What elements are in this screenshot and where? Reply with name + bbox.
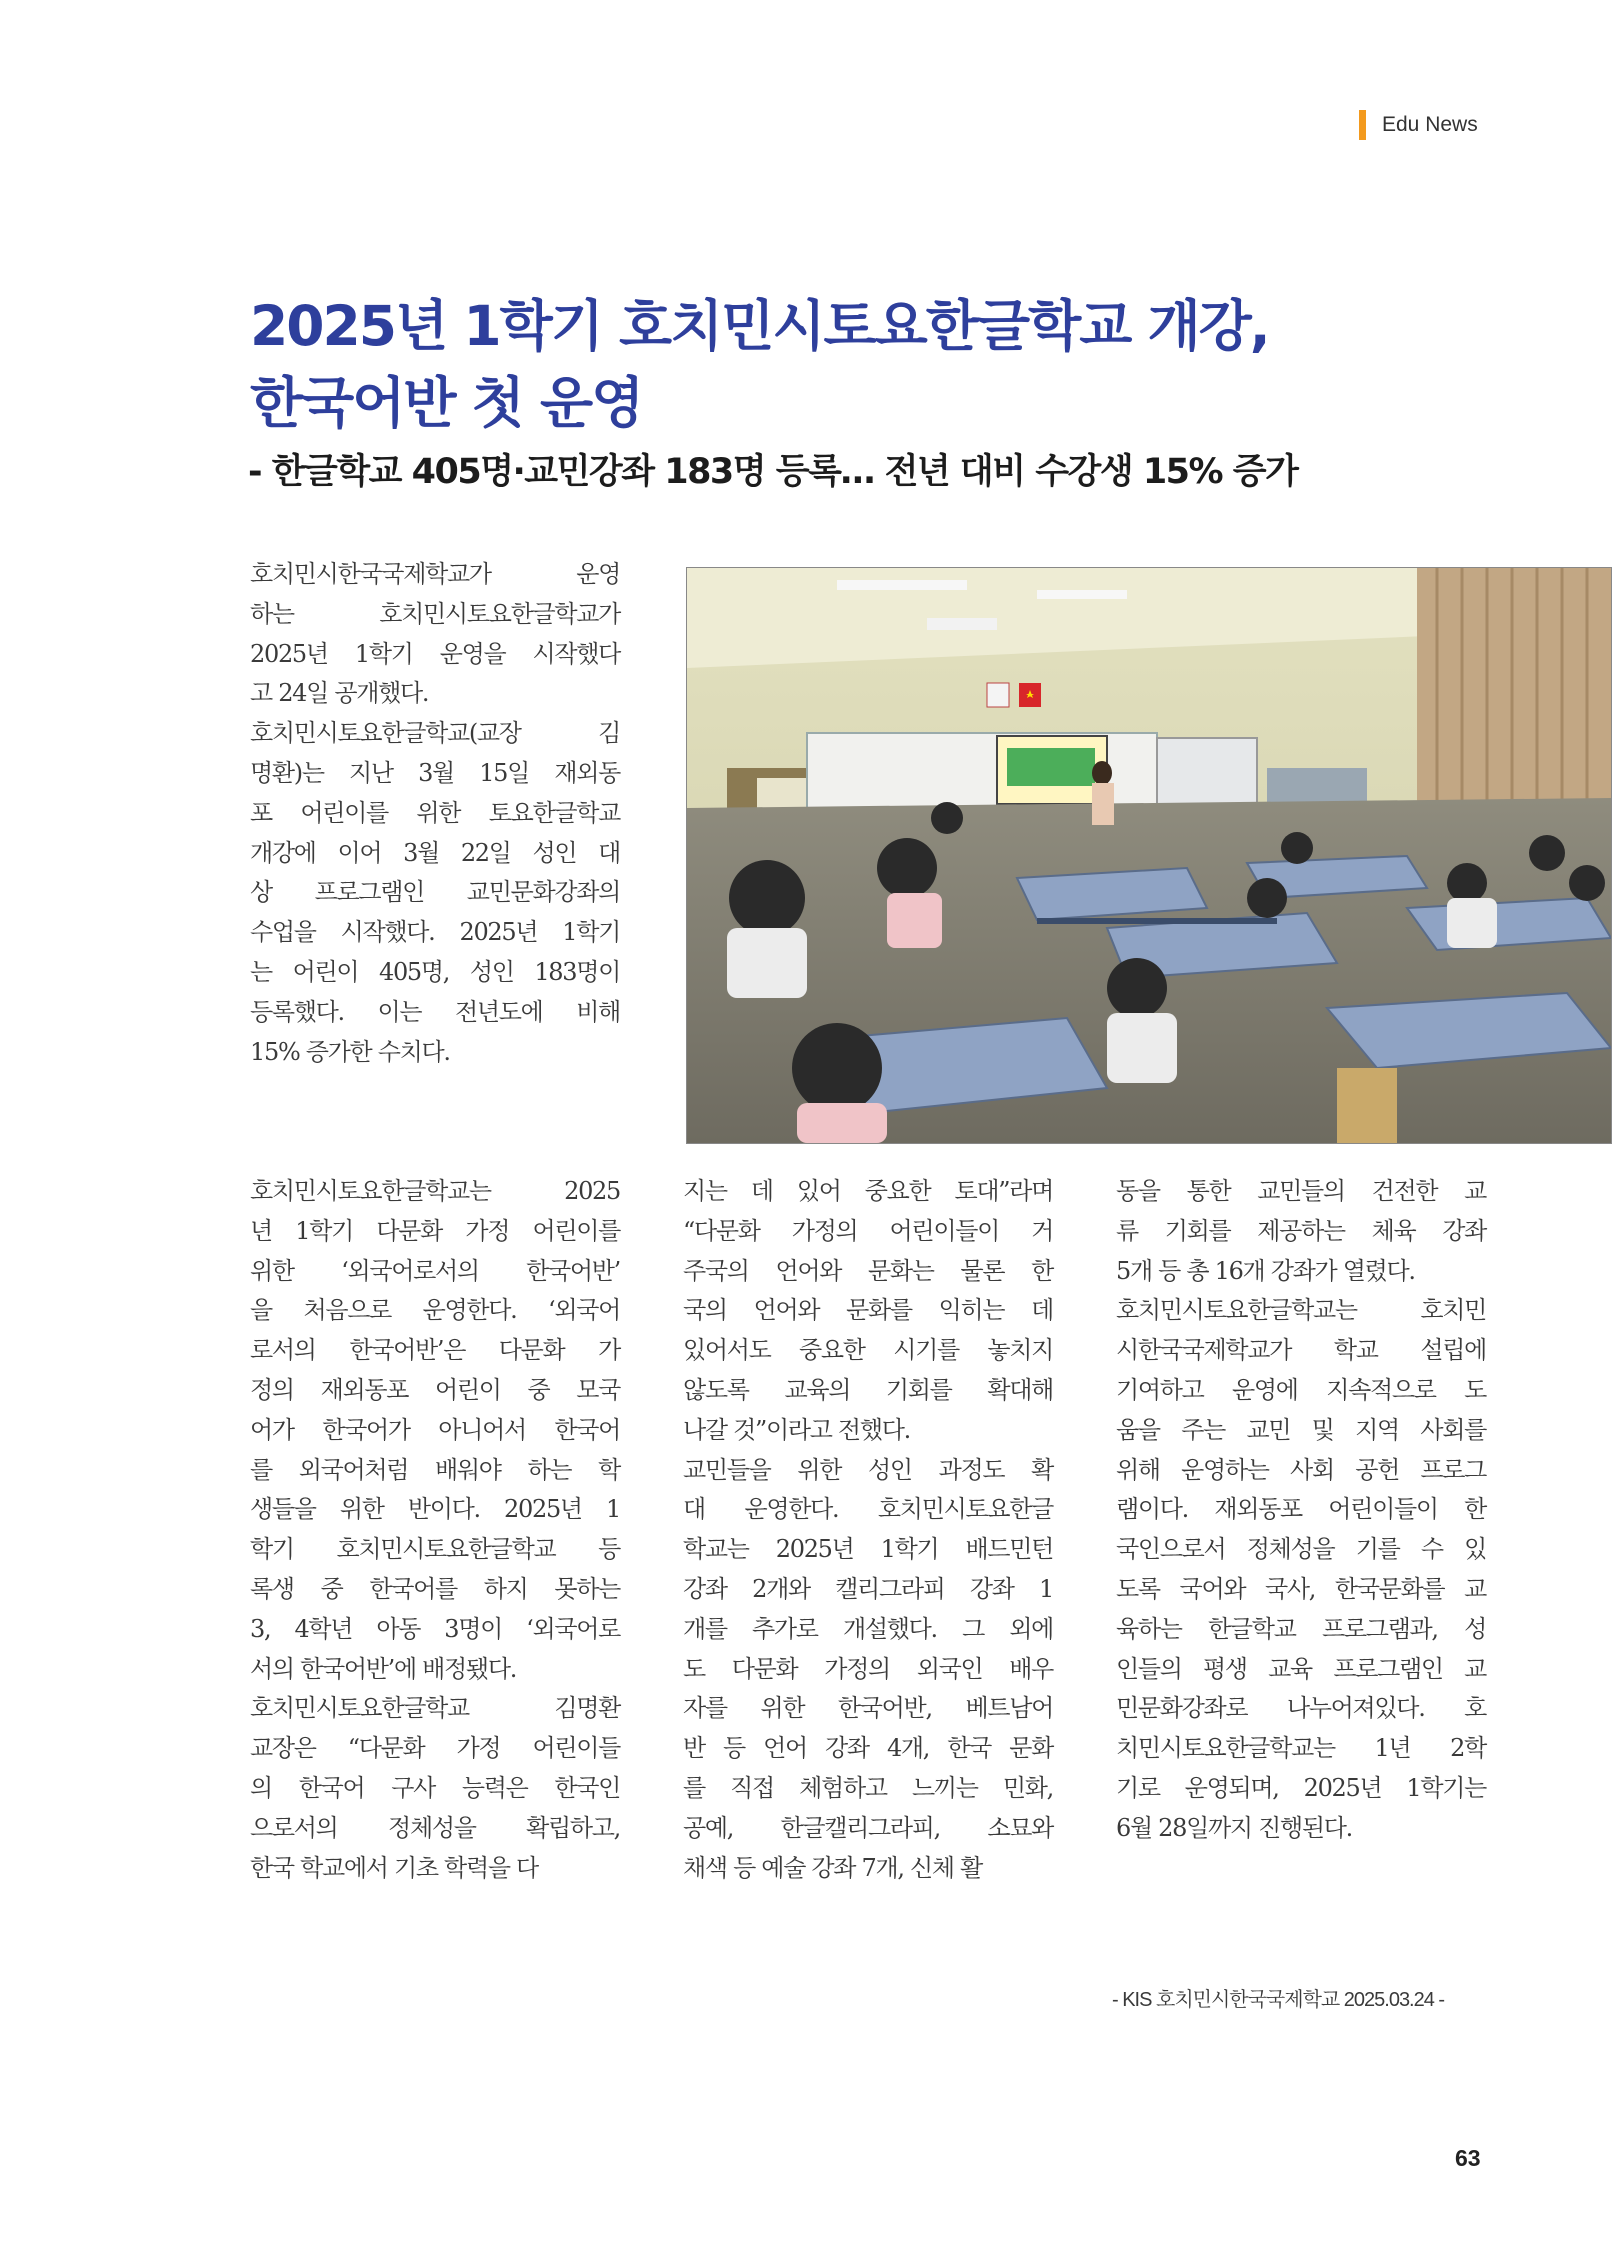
text-line: 움을 주는 교민 및 지역 사회를 (1116, 1415, 1486, 1444)
text-line: 로서의 한국어반’은 다문화 가 (250, 1336, 620, 1365)
classroom-photo-image (687, 568, 1611, 1143)
text-line: 도록 국어와 국사, 한국문화를 교 (1116, 1574, 1486, 1603)
column-2 (683, 1172, 1053, 1888)
paragraph (250, 1172, 620, 1689)
text-line: 생들을 위한 반이다. 2025년 1 (250, 1495, 620, 1524)
text-line: 않도록 교육의 기회를 확대해 (683, 1375, 1053, 1404)
text-line: 위해 운영하는 사회 공헌 프로그 (1116, 1455, 1486, 1484)
text-line: 국인으로서 정체성을 기를 수 있 (1116, 1535, 1486, 1564)
column-1-bottom (250, 1172, 620, 1888)
paragraph (683, 1451, 1053, 1889)
text-line: 나갈 것”이라고 전했다. (683, 1415, 910, 1444)
text-line: 호치민시토요한글학교는 호치민 (1116, 1296, 1486, 1325)
paragraph (250, 1689, 620, 1888)
text-line: 수업을 시작했다. 2025년 1학기 (250, 918, 620, 947)
text-line: 5개 등 총 16개 강좌가 열렸다. (1116, 1256, 1415, 1285)
text-line: 6월 28일까지 진행된다. (1116, 1813, 1352, 1842)
text-line: 학기 호치민시토요한글학교 등 (250, 1535, 620, 1564)
text-line: 도 다문화 가정의 외국인 배우 (683, 1654, 1053, 1683)
text-line: 포 어린이를 위한 토요한글학교 (250, 798, 620, 827)
text-line: 록생 중 한국어를 하지 못하는 (250, 1574, 620, 1603)
text-line: 개강에 이어 3월 22일 성인 대 (250, 838, 620, 867)
text-line: 있어서도 중요한 시기를 놓치지 (683, 1336, 1053, 1365)
text-line: 학교는 2025년 1학기 배드민턴 (683, 1535, 1053, 1564)
text-line: 15% 증가한 수치다. (250, 1037, 450, 1066)
text-line: 위한 ‘외국어로서의 한국어반’ (250, 1256, 620, 1285)
text-line: 를 외국어처럼 배워야 하는 학 (250, 1455, 620, 1484)
text-line: 호치민시한국국제학교가 운영 (250, 560, 620, 588)
text-line: 강좌 2개와 캘리그라피 강좌 1 (683, 1574, 1053, 1603)
text-line: 채색 등 예술 강좌 7개, 신체 활 (683, 1853, 982, 1882)
text-line: 고 24일 공개했다. (250, 679, 429, 708)
article-credit: - KIS 호치민시한국국제학교 2025.03.24 - (1112, 1989, 1445, 2011)
text-line: 치민시토요한글학교는 1년 2학 (1116, 1734, 1486, 1763)
page-number: 63 (1455, 2145, 1481, 2171)
paragraph (683, 1172, 1053, 1451)
text-line: 동을 통한 교민들의 건전한 교 (1116, 1177, 1486, 1205)
text-line: 명환)는 지난 3월 15일 재외동 (250, 758, 620, 787)
text-line: 등록했다. 이는 전년도에 비해 (250, 997, 620, 1026)
text-line: “다문화 가정의 어린이들이 거 (683, 1216, 1053, 1245)
text-line: 를 직접 체험하고 느끼는 민화, (683, 1773, 1053, 1802)
text-line: 서의 한국어반’에 배정됐다. (250, 1654, 517, 1683)
paragraph (1116, 1172, 1486, 1291)
text-line: 자를 위한 한국어반, 베트남어 (683, 1694, 1053, 1723)
paragraph (250, 555, 620, 714)
text-line: 어가 한국어가 아니어서 한국어 (250, 1415, 620, 1444)
section-accent-bar (1359, 110, 1366, 140)
text-line: 호치민시토요한글학교는 2025 (250, 1177, 620, 1205)
section-tag (1359, 110, 1478, 140)
text-line: 2025년 1학기 운영을 시작했다 (250, 639, 620, 668)
text-line: 공예, 한글캘리그라피, 소묘와 (683, 1813, 1053, 1842)
text-line: 시한국국제학교가 학교 설립에 (1116, 1336, 1486, 1365)
text-line: 상 프로그램인 교민문화강좌의 (250, 878, 620, 907)
paragraph (250, 714, 620, 1072)
text-line: 민문화강좌로 나누어져있다. 호 (1116, 1694, 1486, 1723)
text-line: 교장은 “다문화 가정 어린이들 (250, 1734, 620, 1763)
article-title (250, 288, 1490, 442)
classroom-photo (686, 567, 1612, 1144)
text-line: 국의 언어와 문화를 익히는 데 (683, 1296, 1053, 1325)
text-line: 년 1학기 다문화 가정 어린이를 (250, 1216, 620, 1245)
text-line: 기로 운영되며, 2025년 1학기는 (1116, 1773, 1486, 1802)
text-line: 주국의 언어와 문화는 물론 한 (683, 1256, 1053, 1285)
text-line: 으로서의 정체성을 확립하고, (250, 1813, 620, 1842)
paragraph (1116, 1291, 1486, 1848)
text-line: 대 운영한다. 호치민시토요한글 (683, 1495, 1053, 1524)
text-line: 기여하고 운영에 지속적으로 도 (1116, 1375, 1486, 1404)
text-line: 호치민시토요한글학교 김명환 (250, 1694, 620, 1723)
text-line: 3, 4학년 아동 3명이 ‘외국어로 (250, 1614, 620, 1643)
section-label: Edu News (1382, 113, 1478, 136)
text-line: 호치민시토요한글학교(교장 김 (250, 719, 620, 748)
title-line-2: 한국어반 첫 운영 (250, 371, 643, 435)
text-line: 한국 학교에서 기초 학력을 다 (250, 1853, 538, 1882)
text-line: 교민들을 위한 성인 과정도 확 (683, 1455, 1053, 1484)
text-line: 류 기회를 제공하는 체육 강좌 (1116, 1216, 1486, 1245)
title-line-1: 2025년 1학기 호치민시토요한글학교 개강, (250, 294, 1269, 358)
text-line: 을 처음으로 운영한다. ‘외국어 (250, 1296, 620, 1325)
text-line: 램이다. 재외동포 어린이들이 한 (1116, 1495, 1486, 1524)
text-line: 지는 데 있어 중요한 토대”라며 (683, 1177, 1053, 1205)
text-line: 의 한국어 구사 능력은 한국인 (250, 1773, 620, 1802)
text-line: 반 등 언어 강좌 4개, 한국 문화 (683, 1734, 1053, 1763)
text-line: 개를 추가로 개설했다. 그 외에 (683, 1614, 1053, 1643)
column-3 (1116, 1172, 1486, 1849)
text-line: 는 어린이 405명, 성인 183명이 (250, 957, 620, 986)
text-line: 하는 호치민시토요한글학교가 (250, 599, 620, 628)
text-line: 정의 재외동포 어린이 중 모국 (250, 1375, 620, 1404)
article-subtitle: - 한글학교 405명·교민강좌 183명 등록… 전년 대비 수강생 15% 증가 (248, 452, 1298, 492)
text-line: 육하는 한글학교 프로그램과, 성 (1116, 1614, 1486, 1643)
column-1-top (250, 555, 620, 1072)
text-line: 인들의 평생 교육 프로그램인 교 (1116, 1654, 1486, 1683)
